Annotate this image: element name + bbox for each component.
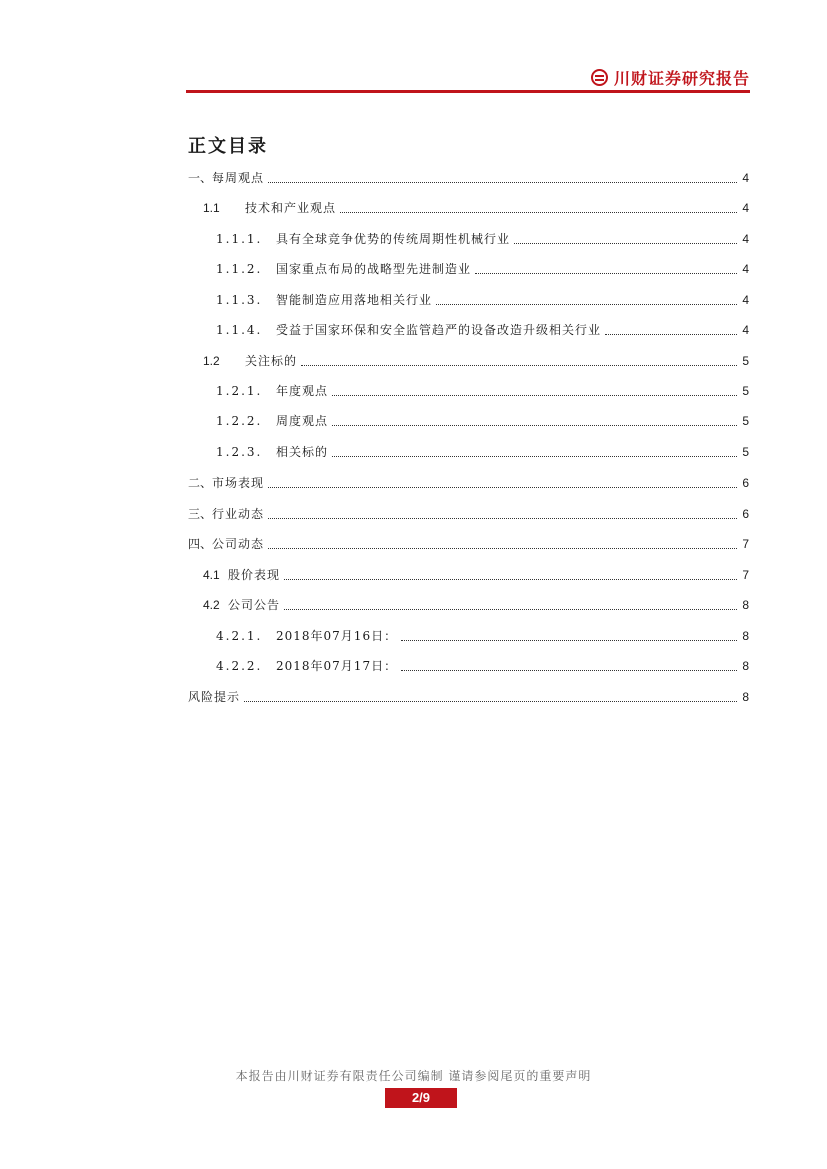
toc-entry-number: 1.1 — [203, 201, 220, 215]
toc-entry-page: 4 — [742, 201, 749, 215]
toc-entry[interactable] — [203, 353, 749, 369]
brand-name: 川财证券研究报告 — [613, 69, 750, 88]
toc-entry-page: 5 — [742, 384, 749, 398]
toc-entry-page: 8 — [742, 690, 749, 704]
toc-leader-dots — [268, 547, 737, 549]
toc-entry-number: 四、 — [188, 537, 213, 551]
toc-entry[interactable] — [216, 413, 749, 429]
toc-entry-title: 2018年07月17日： — [276, 659, 398, 673]
toc-entry-title: 国家重点布局的战略型先进制造业 — [276, 262, 472, 276]
toc-entry[interactable] — [188, 506, 749, 522]
toc-entry-page: 8 — [742, 659, 749, 673]
toc-entry-page: 8 — [742, 598, 749, 612]
toc-entry-title: 2018年07月16日： — [276, 629, 398, 643]
toc-entry-number: 1.2.3. — [216, 445, 263, 459]
toc-entry-number: 1.1.4. — [216, 323, 263, 337]
toc-title: 正文目录 — [188, 136, 268, 157]
toc-entry-number: 4.1 — [203, 568, 220, 582]
toc-entry[interactable] — [203, 567, 749, 583]
footer-disclaimer: 本报告由川财证券有限责任公司编制 谨请参阅尾页的重要声明 — [235, 1069, 592, 1083]
toc-entry-number: 三、 — [188, 507, 213, 521]
toc-leader-dots — [514, 242, 737, 244]
toc-entry[interactable] — [216, 658, 749, 674]
toc-entry-page: 5 — [742, 414, 749, 428]
toc-entry[interactable] — [203, 597, 749, 613]
toc-entry-number: 1.1.2. — [216, 262, 263, 276]
toc-entry-page: 5 — [742, 445, 749, 459]
toc-entry-title: 每周观点 — [212, 171, 265, 185]
toc-entry-page: 6 — [742, 476, 749, 490]
toc-leader-dots — [605, 333, 737, 335]
toc-entry[interactable] — [216, 383, 749, 399]
toc-entry-title: 股价表现 — [228, 568, 281, 582]
toc-entry-title: 智能制造应用落地相关行业 — [276, 293, 433, 307]
toc-entry-title: 技术和产业观点 — [245, 201, 337, 215]
toc-entry-page: 4 — [742, 262, 749, 276]
toc-entry-number: 1.2.1. — [216, 384, 263, 398]
toc-entry[interactable] — [203, 200, 749, 216]
toc-entry[interactable] — [188, 536, 749, 552]
toc-entry-number: 4.2.2. — [216, 659, 263, 673]
toc-entry-title: 年度观点 — [276, 384, 329, 398]
toc-entry-title: 受益于国家环保和安全监管趋严的设备改造升级相关行业 — [276, 323, 602, 337]
toc-leader-dots — [268, 517, 737, 519]
toc-entry[interactable] — [216, 261, 749, 277]
toc-entry-page: 7 — [742, 568, 749, 582]
toc-entry-title: 关注标的 — [245, 354, 298, 368]
toc-entry[interactable] — [216, 322, 749, 338]
toc-leader-dots — [401, 669, 737, 671]
toc-leader-dots — [436, 303, 737, 305]
toc-entry[interactable] — [188, 689, 749, 705]
toc-entry-number: 一、 — [188, 171, 213, 185]
toc-entry-page: 4 — [742, 232, 749, 246]
toc-leader-dots — [475, 272, 737, 274]
toc-entry-title: 行业动态 — [212, 507, 265, 521]
toc-entry-page: 4 — [742, 171, 749, 185]
toc-entry[interactable] — [188, 170, 749, 186]
toc-leader-dots — [244, 700, 737, 702]
toc-entry-page: 5 — [742, 354, 749, 368]
toc-leader-dots — [268, 486, 737, 488]
toc-entry-number: 1.2 — [203, 354, 220, 368]
toc-entry-number: 二、 — [188, 476, 213, 490]
toc-leader-dots — [284, 578, 737, 580]
toc-entry[interactable] — [216, 292, 749, 308]
toc-entry-title: 公司动态 — [212, 537, 265, 551]
toc-leader-dots — [332, 394, 737, 396]
toc-entry-title: 风险提示 — [188, 690, 241, 704]
toc-entry-title: 具有全球竞争优势的传统周期性机械行业 — [276, 232, 511, 246]
toc-leader-dots — [301, 364, 737, 366]
toc-entry[interactable] — [216, 628, 749, 644]
toc-entry[interactable] — [188, 475, 749, 491]
toc-entry-number: 1.2.2. — [216, 414, 263, 428]
toc-leader-dots — [340, 211, 737, 213]
toc-leader-dots — [332, 424, 737, 426]
toc-entry-number: 4.2 — [203, 598, 220, 612]
toc-entry[interactable] — [216, 231, 749, 247]
toc-leader-dots — [332, 455, 737, 457]
toc-entry-page: 8 — [742, 629, 749, 643]
toc-leader-dots — [268, 181, 737, 183]
toc-entry-page: 6 — [742, 507, 749, 521]
toc-entry-page: 4 — [742, 323, 749, 337]
toc-entry-page: 4 — [742, 293, 749, 307]
toc-entry-number: 1.1.3. — [216, 293, 263, 307]
toc-entry-page: 7 — [742, 537, 749, 551]
toc-entry-number: 4.2.1. — [216, 629, 263, 643]
toc-entry-number: 1.1.1. — [216, 232, 263, 246]
toc-entry-title: 市场表现 — [212, 476, 265, 490]
toc-entry-title: 相关标的 — [276, 445, 329, 459]
toc-entry[interactable] — [216, 444, 749, 460]
toc-entry-title: 周度观点 — [276, 414, 329, 428]
page-indicator: 2/9 — [385, 1088, 457, 1108]
toc-entry-title: 公司公告 — [228, 598, 281, 612]
toc-leader-dots — [284, 608, 737, 610]
toc-leader-dots — [401, 639, 737, 641]
